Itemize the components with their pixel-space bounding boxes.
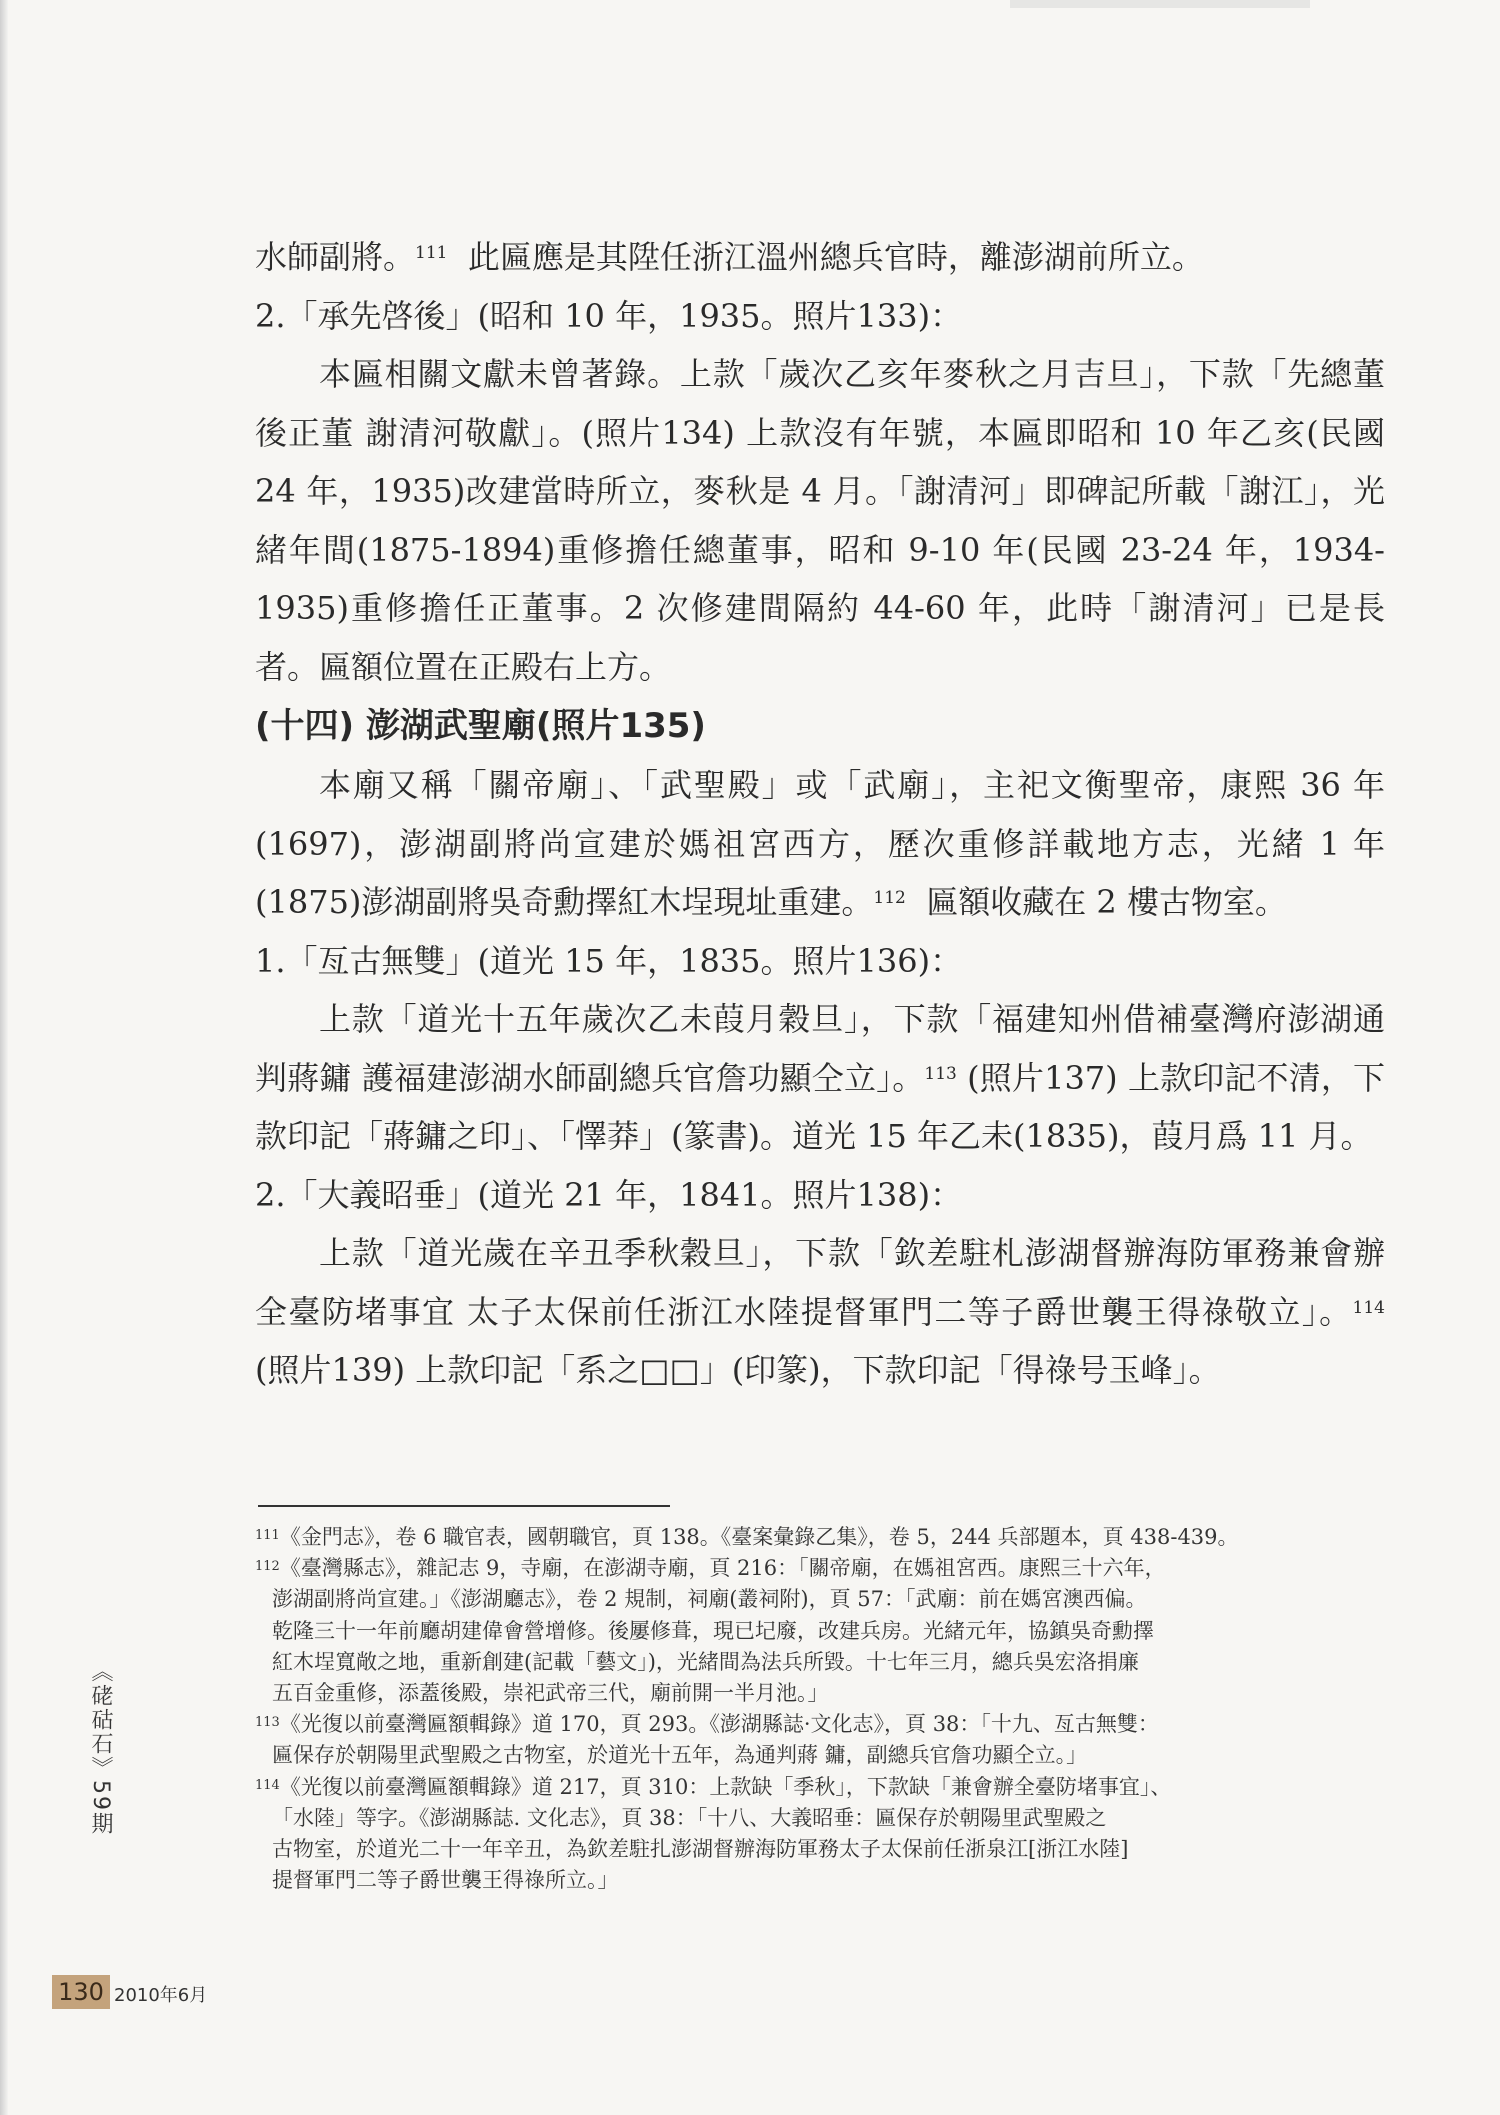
footnote-line: 五百金重修，添蓋後殿，崇祀武帝三代，廟前開一半月池。」 — [272, 1681, 829, 1706]
footnote-number: 113 — [255, 1715, 280, 1731]
footnote-line: 乾隆三十一年前廳胡建偉會營增修。後屢修葺，現已圮廢，改建兵房。光緒元年，協鎮吳奇勳擇 — [272, 1618, 1154, 1643]
footnote: $^{114}$《光復以前臺灣匾額輯錄》道 217，頁 310：上款缺「季秋」，下款缺「兼會辦全臺防堵事宜」、 — [255, 1774, 1172, 1799]
footnote-line: 「水陸」等字。《澎湖縣誌. 文化志》，頁 38：「十八、大義昭垂：匾保存於朝陽里武聖殿之 — [272, 1805, 1107, 1830]
footnote: $^{111}$《金門志》，卷 6 職官表，國朝職官，頁 138。《臺案彙錄乙集》，卷 5，244 兵部題本，頁 438-439。 — [255, 1525, 1239, 1549]
footnote-line: 紅木埕寬敞之地，重新創建(記載「藝文」)，光緒間為法兵所毀。十七年三月，總兵吳宏洛捐廉 — [272, 1649, 1139, 1674]
footnote-line: 古物室，於道光二十一年辛丑，為欽差駐扎澎湖督辦海防軍務太子太保前任浙泉江[浙江水陸] — [272, 1837, 1129, 1862]
footnote-number: 112 — [255, 1559, 280, 1575]
footnote-number: 114 — [255, 1777, 280, 1793]
paragraph: 上款「道光十五年歲次乙未葭月穀旦」，下款「福建知州借補臺灣府澎湖通判蔣鏞 護福建澎湖水師副總兵官詹功顯仝立」。$^{113}$ (照片137) 上款印記不清，下款印記「蔣鏞之印」、「懌莽」(篆書)。道光 15 年乙未(1835)，葭月爲 11 月。 — [255, 1000, 1385, 1155]
footnote-ref[interactable]: 112 — [873, 888, 906, 908]
footnote: $^{112}$《臺灣縣志》，雜記志 9，寺廟，在澎湖寺廟，頁 216：「關帝廟，在媽祖宮西。康熙三十六年， — [255, 1556, 1166, 1581]
section-heading: (十四) 澎湖武聖廟(照片135) — [255, 706, 706, 746]
footnotes — [255, 1522, 1390, 1896]
paragraph: 本廟又稱「關帝廟」、「武聖殿」或「武廟」，主祀文衡聖帝，康熙 36 年(1697)，澎湖副將尚宣建於媽祖宮西方，歷次重修詳載地方志，光緒 1 年(1875)澎湖副將吳奇勳擇紅木埕現址重建。$^{112}$ 匾額收藏在 2 樓古物室。 — [255, 766, 1385, 921]
paragraph: 本匾相關文獻未曾著錄。上款「歲次乙亥年麥秋之月吉旦」，下款「先總董 後正董 謝清河敬獻」。(照片134) 上款沒有年號，本匾即昭和 10 年乙亥(民國 24 年，1935)改建當時所立，麥秋是 4 月。「謝清河」即碑記所載「謝江」，光緒年間(1875-1894)重修擔任總董事，昭和 9-10 年(民國 23-24 年，1934-1935)重修擔任正董事。2 次修建間隔約 44-60 年，此時「謝清河」已是長者。匾額位置在正殿右上方。 — [255, 355, 1385, 686]
footnote-ref[interactable]: 111 — [415, 243, 448, 263]
footnote-line: 匾保存於朝陽里武聖殿之古物室，於道光十五年，為通判蔣 鏞，副總兵官詹功顯仝立。」 — [272, 1743, 1088, 1768]
footnote-line: 澎湖副將尚宣建。」《澎湖廳志》，卷 2 規制，祠廟(叢祠附)，頁 57：「武廟：前在媽宮澳西偏。 — [272, 1587, 1147, 1612]
footnote-ref[interactable]: 114 — [1352, 1297, 1385, 1318]
page-number: 130 — [58, 1978, 104, 2006]
paragraph: 上款「道光歲在辛丑季秋穀旦」，下款「欽差駐札澎湖督辦海防軍務兼會辦全臺防堵事宜 太子太保前任浙江水陸提督軍門二等子爵世襲王得祿敬立」。$^{114}$ (照片139) 上款印記「系之□□」(印篆)，下款印記「得祿号玉峰」。 — [255, 1234, 1385, 1389]
footnote-number: 111 — [255, 1528, 280, 1543]
item-heading: 1.「亙古無雙」(道光 15 年，1835。照片136)： — [255, 941, 963, 980]
item-heading: 2.「承先啓後」(昭和 10 年，1935。照片133)： — [255, 296, 963, 335]
paragraph: 水師副將。$^{111}$ 此匾應是其陞任浙江溫州總兵官時，離澎湖前所立。 — [255, 238, 1204, 276]
footnote-divider — [258, 1505, 670, 1507]
page-edge — [0, 0, 8, 2115]
journal-title: 《硓𥑮石》59期 — [88, 1660, 113, 1836]
footnote: $^{113}$《光復以前臺灣匾額輯錄》道 170，頁 293。《澎湖縣誌·文化志》，頁 38：「十九、亙古無雙： — [255, 1712, 1159, 1737]
main-text — [255, 228, 1385, 1400]
footnote-line: 提督軍門二等子爵世襲王得祿所立。」 — [272, 1868, 619, 1893]
issue-date: 2010年6月 — [114, 1985, 208, 2006]
scan-artifact — [1010, 0, 1310, 8]
footnote-ref[interactable]: 113 — [924, 1063, 957, 1084]
item-heading: 2.「大義昭垂」(道光 21 年，1841。照片138)： — [255, 1175, 963, 1214]
